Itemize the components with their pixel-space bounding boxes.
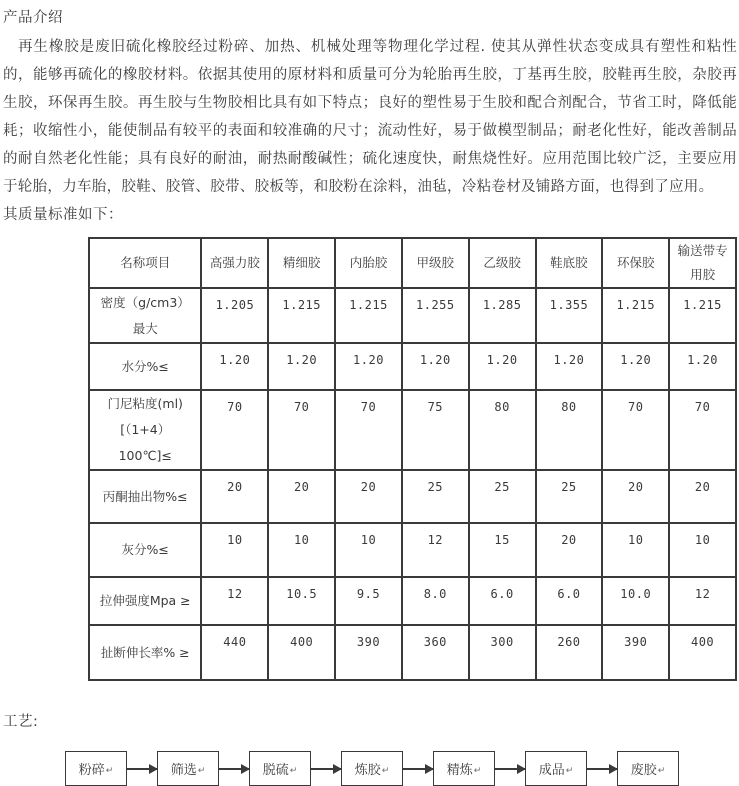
table-value-cell: 360 [402, 625, 469, 680]
table-value-cell: 1.215 [335, 288, 402, 343]
table-row [89, 288, 736, 343]
process-step-label: 脱硫 [262, 763, 289, 778]
process-step-2 [157, 751, 219, 786]
table-value-cell: 390 [335, 625, 402, 680]
table-header-cell: 鞋底胶 [536, 238, 603, 288]
process-step-label: 废胶 [630, 763, 657, 778]
table-value-cell: 1.20 [335, 343, 402, 390]
process-step-label: 筛选 [170, 763, 197, 778]
table-value-cell: 1.355 [536, 288, 603, 343]
table-value-cell: 70 [669, 390, 736, 470]
table-value-cell: 1.215 [669, 288, 736, 343]
table-row [89, 470, 736, 523]
table-value-cell: 70 [201, 390, 268, 470]
paragraph-return-icon: ↵ [289, 765, 298, 776]
flow-arrow-icon [403, 768, 433, 770]
table-value-cell: 20 [268, 470, 335, 523]
table-value-cell: 400 [669, 625, 736, 680]
standards-label: 其质量标准如下： [3, 207, 123, 223]
paragraph-return-icon: ↵ [105, 765, 114, 776]
table-header-cell: 高强力胶 [201, 238, 268, 288]
table-value-cell: 9.5 [335, 577, 402, 625]
table-value-cell: 10 [268, 523, 335, 577]
table-value-cell: 10 [602, 523, 669, 577]
table-value-cell: 75 [402, 390, 469, 470]
paragraph-return-icon: ↵ [657, 765, 666, 776]
row-label: 拉伸强度Mpa ≥ [89, 577, 201, 625]
process-step-label: 粉碎 [78, 763, 105, 778]
table-row [89, 343, 736, 390]
table-value-cell: 260 [536, 625, 603, 680]
table-value-cell: 1.20 [536, 343, 603, 390]
table-value-cell: 6.0 [536, 577, 603, 625]
table-value-cell: 12 [201, 577, 268, 625]
table-value-cell: 10 [201, 523, 268, 577]
table-value-cell: 400 [268, 625, 335, 680]
table-value-cell: 1.20 [602, 343, 669, 390]
table-value-cell: 10.0 [602, 577, 669, 625]
table-header-cell: 名称项目 [89, 238, 201, 288]
table-value-cell: 1.215 [268, 288, 335, 343]
table-value-cell: 8.0 [402, 577, 469, 625]
table-value-cell: 70 [268, 390, 335, 470]
table-header-cell: 环保胶 [602, 238, 669, 288]
table-header-cell: 输送带专用胶 [669, 238, 736, 288]
process-step-6 [525, 751, 587, 786]
process-step-label: 成品 [538, 763, 565, 778]
table-value-cell: 1.285 [469, 288, 536, 343]
table-value-cell: 20 [669, 470, 736, 523]
process-step-5 [433, 751, 495, 786]
process-label: 工艺: [3, 714, 39, 730]
table-value-cell: 25 [469, 470, 536, 523]
table-value-cell: 1.20 [402, 343, 469, 390]
table-value-cell: 1.205 [201, 288, 268, 343]
table-value-cell: 20 [201, 470, 268, 523]
process-step-7 [617, 751, 679, 786]
table-value-cell: 10 [669, 523, 736, 577]
table-value-cell: 20 [536, 523, 603, 577]
process-flow-diagram [65, 751, 737, 786]
table-value-cell: 12 [669, 577, 736, 625]
table-value-cell: 1.20 [469, 343, 536, 390]
table-value-cell: 10 [335, 523, 402, 577]
table-value-cell: 70 [602, 390, 669, 470]
table-value-cell: 1.215 [602, 288, 669, 343]
table-row [89, 577, 736, 625]
row-label: 丙酮抽出物%≤ [89, 470, 201, 523]
flow-arrow-icon [587, 768, 617, 770]
paragraph-return-icon: ↵ [565, 765, 574, 776]
table-value-cell: 20 [602, 470, 669, 523]
process-step-label: 精炼 [446, 763, 473, 778]
table-header-cell: 乙级胶 [469, 238, 536, 288]
flow-arrow-icon [219, 768, 249, 770]
flow-arrow-icon [127, 768, 157, 770]
table-value-cell: 80 [469, 390, 536, 470]
table-value-cell: 440 [201, 625, 268, 680]
paragraph-return-icon: ↵ [197, 765, 206, 776]
table-row [89, 523, 736, 577]
row-label: 灰分%≤ [89, 523, 201, 577]
table-value-cell: 12 [402, 523, 469, 577]
table-header-cell: 内胎胶 [335, 238, 402, 288]
table-value-cell: 20 [335, 470, 402, 523]
intro-paragraph: 再生橡胶是废旧硫化橡胶经过粉碎、加热、机械处理等物理化学过程. 使其从弹性状态变成具有塑性和粘性的，能够再硫化的橡胶材料。依据其使用的原材料和质量可分为轮胎再生胶，丁基再生胶，胶鞋再生胶，杂胶再生胶，环保再生胶。再生胶与生物胶相比具有如下特点；良好的塑性易于生胶和配合剂配合，节省工时，降低能耗；收缩性小，能使制品有较平的表面和较准确的尺寸；流动性好，易于做模型制品；耐老化性好，能改善制品的耐自然老化性能；具有良好的耐油，耐热耐酸碱性；硫化速度快，耐焦烧性好。应用范围比较广泛，主要应用于轮胎，力车胎，胶鞋、胶管、胶带、胶板等，和胶粉在涂料，油毡，冷粘卷材及铺路方面，也得到了应用。 [3, 39, 737, 195]
table-value-cell: 300 [469, 625, 536, 680]
table-value-cell: 10.5 [268, 577, 335, 625]
table-header-cell: 精细胶 [268, 238, 335, 288]
table-row [89, 625, 736, 680]
table-value-cell: 1.20 [669, 343, 736, 390]
process-step-3 [249, 751, 311, 786]
table-value-cell: 390 [602, 625, 669, 680]
table-value-cell: 70 [335, 390, 402, 470]
table-value-cell: 6.0 [469, 577, 536, 625]
row-label: 门尼粘度(ml)[（1+4）100℃]≤ [89, 390, 201, 470]
table-value-cell: 25 [536, 470, 603, 523]
table-value-cell: 15 [469, 523, 536, 577]
table-header-cell: 甲级胶 [402, 238, 469, 288]
table-header-row [89, 238, 736, 288]
quality-standards-table [88, 237, 737, 681]
process-step-4 [341, 751, 403, 786]
table-value-cell: 25 [402, 470, 469, 523]
paragraph-return-icon: ↵ [381, 765, 390, 776]
row-label: 扯断伸长率% ≥ [89, 625, 201, 680]
flow-arrow-icon [311, 768, 341, 770]
row-label: 密度（g/cm3）最大 [89, 288, 201, 343]
table-value-cell: 1.20 [268, 343, 335, 390]
flow-arrow-icon [495, 768, 525, 770]
process-step-label: 炼胶 [354, 763, 381, 778]
table-value-cell: 1.20 [201, 343, 268, 390]
table-value-cell: 80 [536, 390, 603, 470]
paragraph-return-icon: ↵ [473, 765, 482, 776]
row-label: 水分%≤ [89, 343, 201, 390]
table-value-cell: 1.255 [402, 288, 469, 343]
page-title: 产品介绍 [3, 10, 63, 26]
table-row [89, 390, 736, 470]
process-step-1 [65, 751, 127, 786]
